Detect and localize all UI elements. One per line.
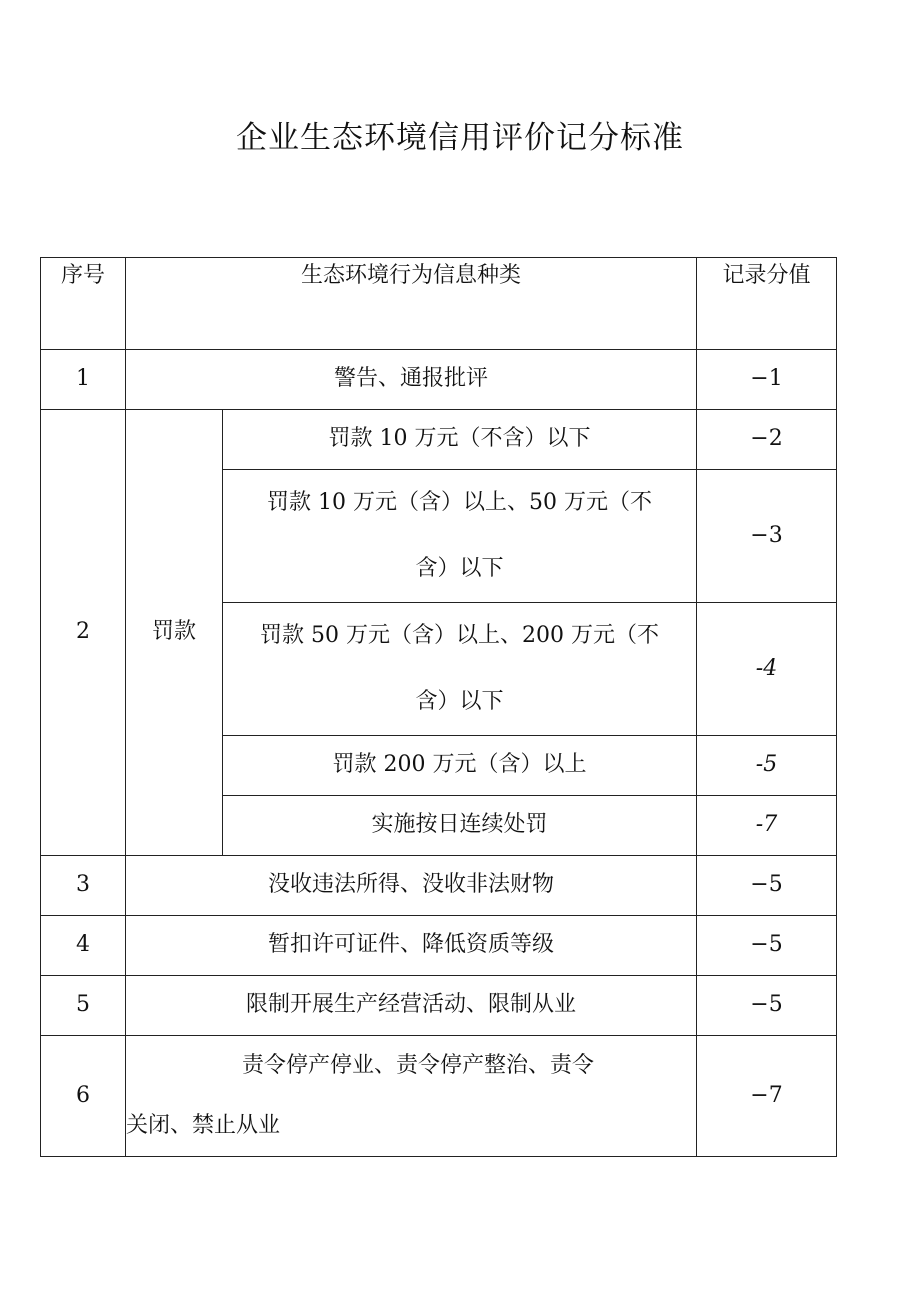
row-subitem — [223, 603, 697, 736]
row-subitem: 罚款 200 万元（含）以上 — [223, 736, 697, 796]
row-item: 暂扣许可证件、降低资质等级 — [126, 916, 697, 976]
row-subitem-line1: 罚款 10 万元（含）以上、50 万元（不 — [267, 490, 652, 515]
table-header-row — [41, 258, 837, 350]
row-item: 没收违法所得、没收非法财物 — [126, 856, 697, 916]
row-seq: 6 — [41, 1036, 126, 1157]
row-item: 限制开展生产经营活动、限制从业 — [126, 976, 697, 1036]
row-score: −3 — [697, 470, 837, 603]
row-score: −5 — [697, 976, 837, 1036]
row-seq: 5 — [41, 976, 126, 1036]
table-row — [41, 350, 837, 410]
row-group: 罚款 — [126, 410, 223, 856]
row-score: -5 — [697, 736, 837, 796]
row-item: 警告、通报批评 — [126, 350, 697, 410]
row-subitem-line2: 含）以下 — [415, 689, 504, 714]
header-score: 记录分值 — [697, 258, 837, 350]
header-seq: 序号 — [41, 258, 126, 350]
row-score: -4 — [697, 603, 837, 736]
row-score: −5 — [697, 856, 837, 916]
row-item-line2: 关闭、禁止从业 — [126, 1113, 281, 1138]
table-row — [41, 410, 837, 470]
row-score: −2 — [697, 410, 837, 470]
row-item-line1: 责令停产停业、责令停产整治、责令 — [242, 1053, 595, 1078]
table-row — [41, 976, 837, 1036]
row-subitem: 罚款 10 万元（不含）以下 — [223, 410, 697, 470]
row-item — [126, 1036, 697, 1157]
document-title: 企业生态环境信用评价记分标准 — [236, 120, 684, 156]
table-row — [41, 856, 837, 916]
row-score: −5 — [697, 916, 837, 976]
row-score: −1 — [697, 350, 837, 410]
row-subitem: 实施按日连续处罚 — [223, 796, 697, 856]
table-row — [41, 916, 837, 976]
row-seq: 3 — [41, 856, 126, 916]
row-subitem-line1: 罚款 50 万元（含）以上、200 万元（不 — [260, 623, 659, 648]
row-score: -7 — [697, 796, 837, 856]
row-seq: 1 — [41, 350, 126, 410]
row-seq: 4 — [41, 916, 126, 976]
credit-score-table — [40, 257, 837, 1157]
row-seq: 2 — [41, 410, 126, 856]
row-subitem-line2: 含）以下 — [415, 556, 504, 581]
row-subitem — [223, 470, 697, 603]
table-row — [41, 1036, 837, 1157]
header-category: 生态环境行为信息种类 — [126, 258, 697, 350]
row-score: −7 — [697, 1036, 837, 1157]
